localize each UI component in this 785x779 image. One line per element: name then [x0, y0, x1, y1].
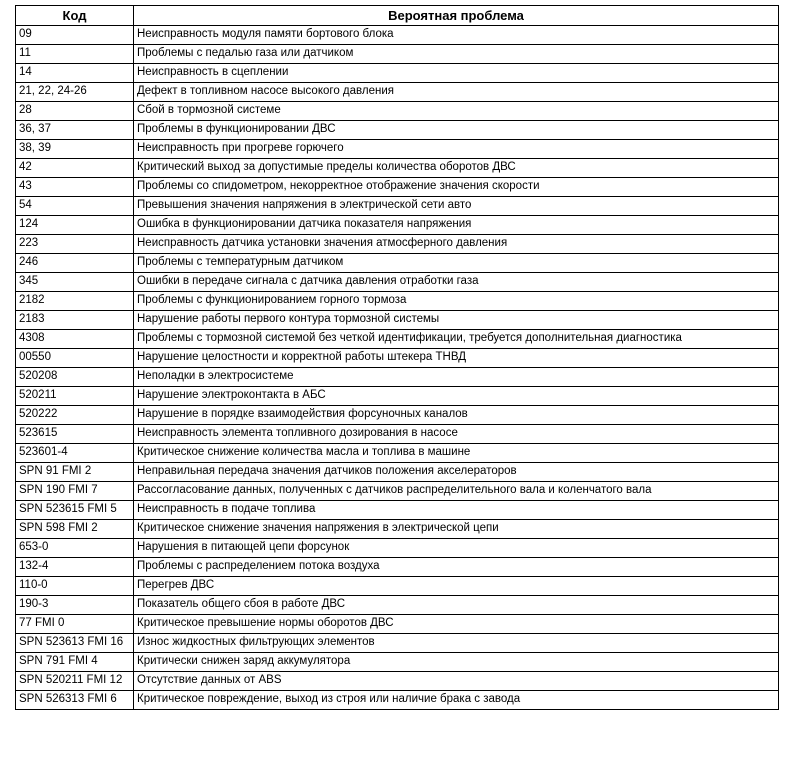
- table-row: [16, 615, 779, 634]
- code-cell: 21, 22, 24-26: [16, 83, 134, 102]
- code-cell: 38, 39: [16, 140, 134, 159]
- code-cell: 523615: [16, 425, 134, 444]
- problem-cell: Износ жидкостных фильтрующих элементов: [134, 634, 779, 653]
- problem-cell: Ошибка в функционировании датчика показателя напряжения: [134, 216, 779, 235]
- problem-cell: Неисправность модуля памяти бортового блока: [134, 26, 779, 45]
- table-row: [16, 64, 779, 83]
- table-row: [16, 634, 779, 653]
- table-row: [16, 254, 779, 273]
- problem-cell: Проблемы с тормозной системой без четкой идентификации, требуется дополнительная диагностика: [134, 330, 779, 349]
- table-row: [16, 102, 779, 121]
- table-row: [16, 121, 779, 140]
- code-cell: SPN 791 FMI 4: [16, 653, 134, 672]
- code-cell: 77 FMI 0: [16, 615, 134, 634]
- code-cell: SPN 523615 FMI 5: [16, 501, 134, 520]
- table-row: [16, 406, 779, 425]
- table-row: [16, 387, 779, 406]
- table-row: [16, 653, 779, 672]
- problem-cell: Отсутствие данных от ABS: [134, 672, 779, 691]
- problem-cell: Неправильная передача значения датчиков положения акселераторов: [134, 463, 779, 482]
- code-cell: 520222: [16, 406, 134, 425]
- code-cell: 345: [16, 273, 134, 292]
- problem-cell: Неполадки в электросистеме: [134, 368, 779, 387]
- problem-cell: Проблемы с функционированием горного тормоза: [134, 292, 779, 311]
- table-row: [16, 45, 779, 64]
- code-cell: 520208: [16, 368, 134, 387]
- problem-cell: Ошибки в передаче сигнала с датчика давления отработки газа: [134, 273, 779, 292]
- code-cell: SPN 526313 FMI 6: [16, 691, 134, 710]
- problem-cell: Рассогласование данных, полученных с датчиков распределительного вала и коленчатого вала: [134, 482, 779, 501]
- code-cell: 14: [16, 64, 134, 83]
- table-row: [16, 482, 779, 501]
- code-cell: SPN 91 FMI 2: [16, 463, 134, 482]
- table-body: [16, 26, 779, 710]
- code-cell: 190-3: [16, 596, 134, 615]
- code-cell: 124: [16, 216, 134, 235]
- table-row: [16, 140, 779, 159]
- problem-cell: Проблемы со спидометром, некорректное отображение значения скорости: [134, 178, 779, 197]
- table-row: [16, 216, 779, 235]
- table-header-row: [16, 6, 779, 26]
- problem-cell: Критический выход за допустимые пределы количества оборотов ДВС: [134, 159, 779, 178]
- table-row: [16, 596, 779, 615]
- table-row: [16, 672, 779, 691]
- table-row: [16, 273, 779, 292]
- code-cell: SPN 190 FMI 7: [16, 482, 134, 501]
- code-cell: 09: [16, 26, 134, 45]
- code-cell: 2182: [16, 292, 134, 311]
- problem-cell: Критическое превышение нормы оборотов ДВС: [134, 615, 779, 634]
- table-row: [16, 425, 779, 444]
- problem-cell: Проблемы с температурным датчиком: [134, 254, 779, 273]
- code-cell: 11: [16, 45, 134, 64]
- code-cell: SPN 523613 FMI 16: [16, 634, 134, 653]
- problem-cell: Проблемы с распределением потока воздуха: [134, 558, 779, 577]
- table-row: [16, 558, 779, 577]
- table-row: [16, 691, 779, 710]
- problem-cell: Показатель общего сбоя в работе ДВС: [134, 596, 779, 615]
- table-row: [16, 349, 779, 368]
- code-cell: 00550: [16, 349, 134, 368]
- problem-cell: Неисправность элемента топливного дозирования в насосе: [134, 425, 779, 444]
- problem-cell: Неисправность датчика установки значения атмосферного давления: [134, 235, 779, 254]
- code-cell: 132-4: [16, 558, 134, 577]
- problem-cell: Критическое снижение значения напряжения в электрической цепи: [134, 520, 779, 539]
- code-cell: 28: [16, 102, 134, 121]
- code-cell: SPN 598 FMI 2: [16, 520, 134, 539]
- code-cell: 2183: [16, 311, 134, 330]
- table-row: [16, 444, 779, 463]
- problem-cell: Неисправность в подаче топлива: [134, 501, 779, 520]
- problem-cell: Неисправность в сцеплении: [134, 64, 779, 83]
- code-cell: 520211: [16, 387, 134, 406]
- problem-cell: Перегрев ДВС: [134, 577, 779, 596]
- code-cell: SPN 520211 FMI 12: [16, 672, 134, 691]
- problem-cell: Дефект в топливном насосе высокого давления: [134, 83, 779, 102]
- problem-cell: Нарушение целостности и корректной работы штекера ТНВД: [134, 349, 779, 368]
- problem-cell: Неисправность при прогреве горючего: [134, 140, 779, 159]
- code-cell: 43: [16, 178, 134, 197]
- table-row: [16, 330, 779, 349]
- code-cell: 110-0: [16, 577, 134, 596]
- code-cell: 54: [16, 197, 134, 216]
- problem-cell: Критическое снижение количества масла и топлива в машине: [134, 444, 779, 463]
- table-row: [16, 178, 779, 197]
- problem-cell: Критическое повреждение, выход из строя или наличие брака с завода: [134, 691, 779, 710]
- table-row: [16, 197, 779, 216]
- table-row: [16, 235, 779, 254]
- code-cell: 246: [16, 254, 134, 273]
- problem-cell: Нарушение в порядке взаимодействия форсуночных каналов: [134, 406, 779, 425]
- code-cell: 42: [16, 159, 134, 178]
- problem-cell: Нарушения в питающей цепи форсунок: [134, 539, 779, 558]
- table-row: [16, 311, 779, 330]
- error-codes-table: [15, 5, 779, 710]
- problem-cell: Нарушение электроконтакта в АБС: [134, 387, 779, 406]
- problem-cell: Критически снижен заряд аккумулятора: [134, 653, 779, 672]
- problem-cell: Превышения значения напряжения в электрической сети авто: [134, 197, 779, 216]
- table-row: [16, 83, 779, 102]
- header-problem: Вероятная проблема: [134, 6, 779, 26]
- table-row: [16, 368, 779, 387]
- table-row: [16, 577, 779, 596]
- code-cell: 523601-4: [16, 444, 134, 463]
- table-row: [16, 463, 779, 482]
- table-row: [16, 26, 779, 45]
- table-row: [16, 501, 779, 520]
- table-row: [16, 292, 779, 311]
- table-row: [16, 159, 779, 178]
- code-cell: 36, 37: [16, 121, 134, 140]
- problem-cell: Проблемы в функционировании ДВС: [134, 121, 779, 140]
- code-cell: 653-0: [16, 539, 134, 558]
- code-cell: 223: [16, 235, 134, 254]
- problem-cell: Проблемы с педалью газа или датчиком: [134, 45, 779, 64]
- table-row: [16, 539, 779, 558]
- problem-cell: Нарушение работы первого контура тормозной системы: [134, 311, 779, 330]
- header-code: Код: [16, 6, 134, 26]
- code-cell: 4308: [16, 330, 134, 349]
- problem-cell: Сбой в тормозной системе: [134, 102, 779, 121]
- table-row: [16, 520, 779, 539]
